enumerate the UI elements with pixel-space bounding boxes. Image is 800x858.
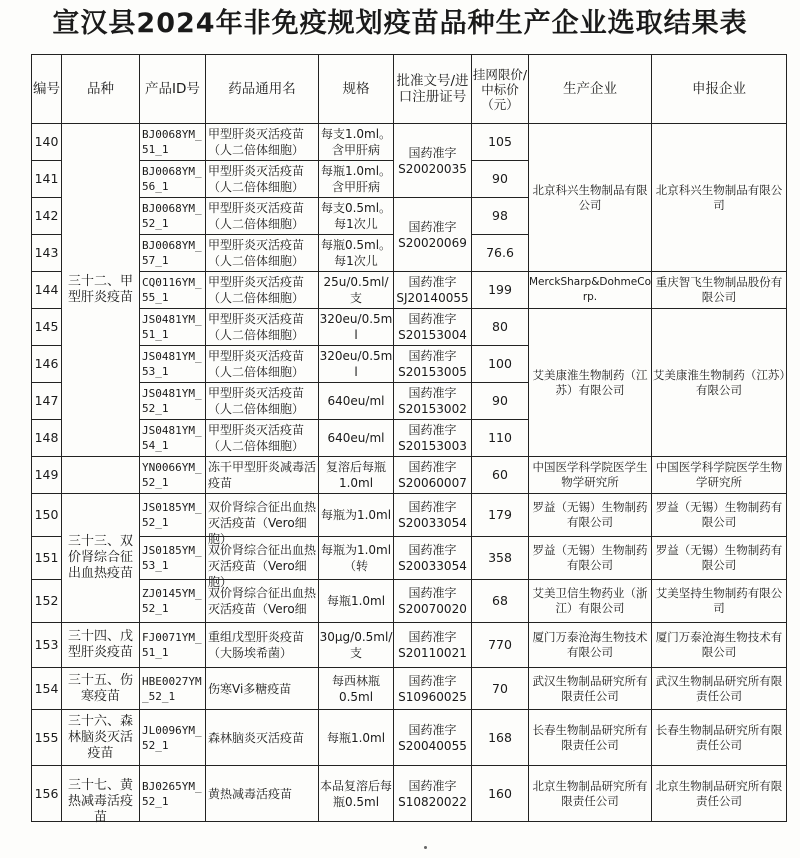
table-row bbox=[32, 494, 787, 537]
header-applicant: 申报企业 bbox=[652, 55, 787, 124]
manufacturer: 艾美卫信生物药业（浙江）有限公司 bbox=[529, 580, 652, 623]
product-id: YN0066YM_52_1 bbox=[140, 457, 206, 494]
generic-name: 甲型肝炎灭活疫苗（人二倍体细胞） bbox=[206, 309, 319, 346]
row-num: 148 bbox=[32, 420, 62, 457]
spec bbox=[319, 198, 394, 235]
applicant: 北京科兴生物制品有限公司 bbox=[652, 124, 787, 272]
header-variety: 品种 bbox=[62, 55, 140, 124]
applicant: 厦门万泰沧海生物技术有限公司 bbox=[652, 623, 787, 668]
product-id: JL0096YM_52_1 bbox=[140, 710, 206, 766]
product-id: BJ0068YM_52_1 bbox=[140, 198, 206, 235]
price: 70 bbox=[472, 668, 529, 710]
header-spec: 规格 bbox=[319, 55, 394, 124]
price: 68 bbox=[472, 580, 529, 623]
price: 168 bbox=[472, 710, 529, 766]
variety-cell bbox=[62, 766, 140, 825]
approval-number: 国药准字S20153005 bbox=[394, 346, 472, 383]
price: 160 bbox=[472, 766, 529, 822]
spec-text: 每瓶0.5ml。每1次儿 bbox=[320, 238, 392, 268]
spec-text: 每支1.0ml。含甲肝病 bbox=[320, 127, 392, 157]
generic-name: 森林脑炎灭活疫苗 bbox=[206, 710, 319, 766]
price: 358 bbox=[472, 537, 529, 580]
spec: 30μg/0.5ml/支 bbox=[319, 623, 394, 668]
variety-cell: 三十三、双价肾综合征出血热疫苗 bbox=[62, 494, 140, 623]
row-num: 152 bbox=[32, 580, 62, 623]
variety-cell: 三十五、伤寒疫苗 bbox=[62, 668, 140, 710]
table-row bbox=[32, 457, 787, 494]
table-row bbox=[32, 766, 787, 822]
product-id: BJ0068YM_51_1 bbox=[140, 124, 206, 161]
generic-name bbox=[206, 494, 319, 546]
table-row bbox=[32, 623, 787, 668]
spec: 每瓶为1.0ml bbox=[319, 494, 394, 537]
approval-number: 国药准字S20033054 bbox=[394, 494, 472, 537]
price: 60 bbox=[472, 457, 529, 494]
manufacturer: 北京生物制品研究所有限责任公司 bbox=[529, 766, 652, 822]
spec: 640eu/ml bbox=[319, 383, 394, 420]
spec: 每瓶1.0ml bbox=[319, 710, 394, 766]
spec-text: 每瓶1.0ml。含甲肝病 bbox=[320, 164, 392, 194]
price: 179 bbox=[472, 494, 529, 537]
product-id: JS0481YM_53_1 bbox=[140, 346, 206, 383]
product-id: ZJ0145YM_52_1 bbox=[140, 580, 206, 623]
applicant: 中国医学科学院医学生物学研究所 bbox=[652, 457, 787, 494]
generic-name: 甲型肝炎灭活疫苗（人二倍体细胞） bbox=[206, 198, 319, 235]
header-price: 挂网限价/中标价（元） bbox=[472, 55, 529, 124]
price: 98 bbox=[472, 198, 529, 235]
generic-name: 重组戊型肝炎疫苗（大肠埃希菌） bbox=[206, 623, 319, 668]
applicant: 武汉生物制品研究所有限责任公司 bbox=[652, 668, 787, 710]
row-num: 154 bbox=[32, 668, 62, 710]
spec: 320eu/0.5ml bbox=[319, 346, 394, 383]
product-id: JS0185YM_52_1 bbox=[140, 494, 206, 537]
spec: 320eu/0.5ml bbox=[319, 309, 394, 346]
variety-text: 三十七、黄热减毒活疫苗 bbox=[67, 777, 133, 825]
price: 105 bbox=[472, 124, 529, 161]
approval-number: 国药准字S10960025 bbox=[394, 668, 472, 710]
generic-name-text: 双价肾综合征出血热灭活疫苗（Vero细胞） bbox=[208, 543, 317, 589]
manufacturer: 中国医学科学院医学生物学研究所 bbox=[529, 457, 652, 494]
spec: 每瓶1.0ml bbox=[319, 580, 394, 623]
approval-number: 国药准字S20040055 bbox=[394, 710, 472, 766]
manufacturer: 长春生物制品研究所有限责任公司 bbox=[529, 710, 652, 766]
spec-text: 每支0.5ml。每1次儿 bbox=[320, 201, 392, 231]
product-id: JS0481YM_52_1 bbox=[140, 383, 206, 420]
generic-name: 甲型肝炎灭活疫苗（人二倍体细胞） bbox=[206, 346, 319, 383]
table-row bbox=[32, 537, 787, 580]
spec bbox=[319, 124, 394, 161]
approval-number: 国药准字S20070020 bbox=[394, 580, 472, 623]
header-manufacturer: 生产企业 bbox=[529, 55, 652, 124]
table-row bbox=[32, 668, 787, 710]
generic-name: 冻干甲型肝炎减毒活疫苗 bbox=[206, 457, 319, 494]
spec: 复溶后每瓶1.0ml bbox=[319, 457, 394, 494]
price: 770 bbox=[472, 623, 529, 668]
price: 110 bbox=[472, 420, 529, 457]
table-row bbox=[32, 272, 787, 309]
table-row bbox=[32, 124, 787, 161]
spec bbox=[319, 161, 394, 198]
approval-number: 国药准字S20020035 bbox=[394, 124, 472, 198]
row-num: 146 bbox=[32, 346, 62, 383]
row-num: 145 bbox=[32, 309, 62, 346]
manufacturer: 罗益（无锡）生物制药有限公司 bbox=[529, 537, 652, 580]
price: 90 bbox=[472, 383, 529, 420]
spec-text: 每瓶为1.0ml（转 bbox=[320, 543, 392, 573]
manufacturer: 厦门万泰沧海生物技术有限公司 bbox=[529, 623, 652, 668]
row-num: 156 bbox=[32, 766, 62, 822]
product-id: BJ0265YM_52_1 bbox=[140, 766, 206, 822]
header-product-id: 产品ID号 bbox=[140, 55, 206, 124]
price: 199 bbox=[472, 272, 529, 309]
spec bbox=[319, 235, 394, 272]
row-num: 153 bbox=[32, 623, 62, 668]
product-id: JS0481YM_54_1 bbox=[140, 420, 206, 457]
scan-speck bbox=[424, 846, 427, 849]
header-approval: 批准文号/进口注册证号 bbox=[394, 55, 472, 124]
manufacturer: 罗益（无锡）生物制药有限公司 bbox=[529, 494, 652, 537]
price: 80 bbox=[472, 309, 529, 346]
header-generic-name: 药品通用名 bbox=[206, 55, 319, 124]
approval-number: 国药准字S20110021 bbox=[394, 623, 472, 668]
approval-number: 国药准字S20153002 bbox=[394, 383, 472, 420]
variety-cell: 三十二、甲型肝炎疫苗 bbox=[62, 124, 140, 457]
price: 76.6 bbox=[472, 235, 529, 272]
applicant: 艾美康淮生物制药（江苏）有限公司 bbox=[652, 309, 787, 457]
table-row bbox=[32, 580, 787, 623]
row-num: 144 bbox=[32, 272, 62, 309]
generic-name: 甲型肝炎灭活疫苗（人二倍体细胞） bbox=[206, 124, 319, 161]
variety-cell: 三十六、森林脑炎灭活疫苗 bbox=[62, 710, 140, 766]
approval-number: 国药准字S20060007 bbox=[394, 457, 472, 494]
header-num: 编号 bbox=[32, 55, 62, 124]
generic-name bbox=[206, 537, 319, 589]
variety-cell-empty bbox=[62, 457, 140, 494]
price: 100 bbox=[472, 346, 529, 383]
row-num: 141 bbox=[32, 161, 62, 198]
spec: 每西林瓶0.5ml bbox=[319, 668, 394, 710]
applicant: 北京生物制品研究所有限责任公司 bbox=[652, 766, 787, 822]
results-table bbox=[31, 54, 787, 825]
manufacturer: 艾美康淮生物制药（江苏）有限公司 bbox=[529, 309, 652, 457]
price: 90 bbox=[472, 161, 529, 198]
variety-cell bbox=[62, 623, 140, 668]
generic-name: 甲型肝炎灭活疫苗（人二倍体细胞） bbox=[206, 383, 319, 420]
document-title: 宣汉县2024年非免疫规划疫苗品种生产企业选取结果表 bbox=[52, 8, 748, 39]
spec bbox=[319, 537, 394, 580]
generic-name-text: 双价肾综合征出血热灭活疫苗（Vero细 bbox=[208, 586, 317, 616]
generic-name: 伤寒Vi多糖疫苗 bbox=[206, 668, 319, 710]
product-id: JS0481YM_51_1 bbox=[140, 309, 206, 346]
spec: 640eu/ml bbox=[319, 420, 394, 457]
manufacturer: 北京科兴生物制品有限公司 bbox=[529, 124, 652, 272]
applicant: 重庆智飞生物制品股份有限公司 bbox=[652, 272, 787, 309]
row-num: 140 bbox=[32, 124, 62, 161]
applicant: 罗益（无锡）生物制药有限公司 bbox=[652, 537, 787, 580]
approval-number: 国药准字S10820022 bbox=[394, 766, 472, 822]
applicant: 罗益（无锡）生物制药有限公司 bbox=[652, 494, 787, 537]
generic-name: 甲型肝炎灭活疫苗（人二倍体细胞） bbox=[206, 235, 319, 272]
applicant: 艾美坚持生物制药有限公司 bbox=[652, 580, 787, 623]
generic-name: 黄热减毒活疫苗 bbox=[206, 766, 319, 822]
row-num: 147 bbox=[32, 383, 62, 420]
approval-number: 国药准字S20033054 bbox=[394, 537, 472, 580]
approval-number: 国药准字SJ20140055 bbox=[394, 272, 472, 309]
manufacturer: MerckSharp&DohmeCorp. bbox=[529, 272, 652, 309]
product-id: CQ0116YM_55_1 bbox=[140, 272, 206, 309]
product-id: HBE0027YM_52_1 bbox=[140, 668, 206, 710]
manufacturer: 武汉生物制品研究所有限责任公司 bbox=[529, 668, 652, 710]
spec: 本品复溶后每瓶0.5ml bbox=[319, 766, 394, 822]
row-num: 143 bbox=[32, 235, 62, 272]
product-id: JS0185YM_53_1 bbox=[140, 537, 206, 580]
product-id: BJ0068YM_56_1 bbox=[140, 161, 206, 198]
results-table-wrapper bbox=[31, 54, 786, 825]
generic-name: 甲型肝炎灭活疫苗（人二倍体细胞） bbox=[206, 161, 319, 198]
approval-number: 国药准字S20153004 bbox=[394, 309, 472, 346]
table-row bbox=[32, 309, 787, 346]
generic-name: 甲型肝炎灭活疫苗（人二倍体细胞） bbox=[206, 420, 319, 457]
approval-number: 国药准字S20020069 bbox=[394, 198, 472, 272]
spec: 25u/0.5ml/支 bbox=[319, 272, 394, 309]
product-id: BJ0068YM_57_1 bbox=[140, 235, 206, 272]
row-num: 150 bbox=[32, 494, 62, 537]
table-header-row bbox=[32, 55, 787, 124]
variety-text: 三十四、戊型肝炎疫苗 bbox=[67, 629, 133, 660]
generic-name-text: 双价肾综合征出血热灭活疫苗（Vero细胞） bbox=[208, 500, 317, 546]
table-row bbox=[32, 710, 787, 766]
row-num: 142 bbox=[32, 198, 62, 235]
generic-name: 甲型肝炎灭活疫苗（人二倍体细胞） bbox=[206, 272, 319, 309]
product-id: FJ0071YM_51_1 bbox=[140, 623, 206, 668]
row-num: 155 bbox=[32, 710, 62, 766]
applicant: 长春生物制品研究所有限责任公司 bbox=[652, 710, 787, 766]
approval-number: 国药准字S20153003 bbox=[394, 420, 472, 457]
row-num: 149 bbox=[32, 457, 62, 494]
generic-name bbox=[206, 580, 319, 623]
row-num: 151 bbox=[32, 537, 62, 580]
